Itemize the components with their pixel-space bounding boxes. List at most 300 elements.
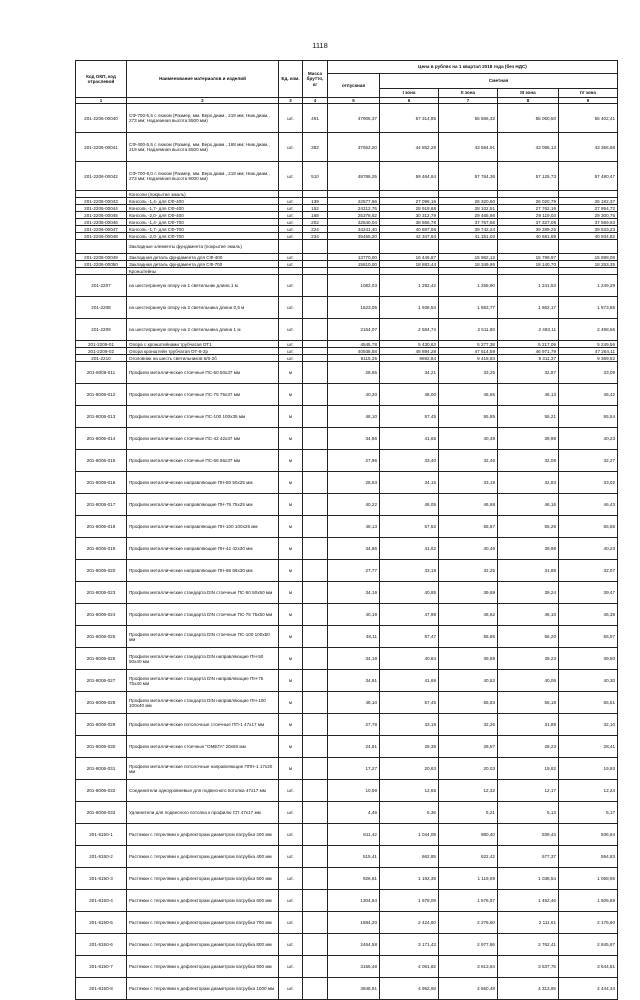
cell-code: 201-2206-00050 [76, 261, 127, 268]
cell-mass: 152 [303, 205, 328, 212]
cell-zone-1-price: 48,05 [380, 494, 439, 516]
cell-zone-1-price: 57,45 [380, 692, 439, 714]
cell-unit: шт. [279, 254, 303, 261]
cell-zone-1-price: 16 446,87 [380, 254, 439, 261]
cell-release-price: 34,86 [328, 538, 380, 560]
table-row [76, 268, 618, 275]
cell-code [76, 268, 127, 275]
cell-name: Консоль -2,0- для СФ-700 [127, 233, 279, 240]
cell-unit: м [279, 406, 303, 428]
cell-zone-2-price: 46,65 [439, 384, 498, 406]
cell-code: 201-2206-00044 [76, 205, 127, 212]
cell-release-price: 48,11 [328, 626, 380, 648]
cell-zone-2-price: 28 102,51 [439, 205, 498, 212]
cell-release-price: 1884,20 [328, 912, 380, 934]
cell-code: 201-2207 [76, 275, 127, 297]
table-row [76, 604, 618, 626]
table-row [76, 912, 618, 934]
cell-code: 201-8150-1 [76, 824, 127, 846]
table-row [76, 934, 618, 956]
cell-code [76, 240, 127, 254]
cell-unit: м [279, 560, 303, 582]
cell-release-price: 48,13 [328, 516, 380, 538]
cell-release-price: 37552,20 [328, 133, 380, 162]
cell-name: Консоль -1,7- для СФ-400 [127, 205, 279, 212]
cell-zone-3-price: 19,82 [498, 758, 559, 780]
cell-code: 201-8006-030 [76, 736, 127, 758]
cell-name: Профили металлические стоечные "ОМЕГА" 20х60 мм [127, 736, 279, 758]
cell-name: Консоли (покрытие эмаль) [127, 191, 279, 198]
page-number: 1118 [312, 41, 328, 50]
cell-zone-2-price: 33,19 [439, 472, 498, 494]
cell-zone-4-price: 32,07 [559, 560, 618, 582]
header-release-price: отпускная [328, 74, 380, 98]
cell-zone-2-price: 32,26 [439, 714, 498, 736]
cell-zone-4-price: 37 569,93 [559, 219, 618, 226]
cell-zone-2-price: 55,83 [439, 692, 498, 714]
cell-zone-3-price: 32,08 [498, 450, 559, 472]
table-row [76, 824, 618, 846]
cell-zone-2-price: 2 977,86 [439, 934, 498, 956]
cell-zone-3-price: 40,06 [498, 670, 559, 692]
cell-code: 201-8006-011 [76, 362, 127, 384]
cell-code: 201-2206-00043 [76, 198, 127, 205]
cell-zone-3-price: 3 537,76 [498, 956, 559, 978]
cell-code: 201-2206-00045 [76, 212, 127, 219]
cell-mass [303, 626, 328, 648]
cell-zone-2-price: 46,62 [439, 604, 498, 626]
cell-mass [303, 714, 328, 736]
cell-zone-1-price: 33,19 [380, 714, 439, 736]
cell-zone-2-price: 1 119,59 [439, 868, 498, 890]
cell-zone-4-price: 33,09 [559, 362, 618, 384]
cell-name: Закладная деталь фундамента для СФ-700 [127, 261, 279, 268]
cell-zone-1-price: 4 061,82 [380, 956, 439, 978]
cell-name: Профили металлические направляющие ПН-42 42х30 мм [127, 538, 279, 560]
cell-unit: м [279, 670, 303, 692]
cell-zone-3-price: 32,87 [498, 362, 559, 384]
cell-release-price: 34,86 [328, 428, 380, 450]
cell-zone-2-price: 40,46 [439, 538, 498, 560]
cell-release-price: 15810,00 [328, 261, 380, 268]
cell-zone-4-price: 55,58 [559, 516, 618, 538]
cell-release-price: 926,61 [328, 868, 380, 890]
cell-zone-4-price: 28,41 [559, 736, 618, 758]
cell-release-price: 811,42 [328, 824, 380, 846]
cell-release-price: 48786,25 [328, 162, 380, 191]
cell-release-price: 27,77 [328, 560, 380, 582]
cell-zone-3-price: 1 862,17 [498, 297, 559, 319]
table-row [76, 384, 618, 406]
cell-unit: м [279, 384, 303, 406]
cell-zone-3-price: 32,83 [498, 472, 559, 494]
cell-zone-4-price: 594,83 [559, 846, 618, 868]
cell-zone-3-price: 31,88 [498, 560, 559, 582]
column-number: 9 [559, 98, 618, 104]
cell-zone-1-price: 5,36 [380, 802, 439, 824]
table-row [76, 104, 618, 133]
cell-mass [303, 494, 328, 516]
cell-zone-2-price: 1 255,90 [439, 275, 498, 297]
cell-zone-1-price: 40,84 [380, 648, 439, 670]
table-row [76, 133, 618, 162]
cell-name: Опора с кронштейнами трубчатая ОТ1 [127, 341, 279, 348]
cell-zone-1-price: 33,19 [380, 560, 439, 582]
cell-zone-2-price [439, 191, 498, 198]
cell-zone-4-price: 40,23 [559, 428, 618, 450]
cell-zone-1-price: 57,52 [380, 516, 439, 538]
cell-zone-3-price: 46,10 [498, 604, 559, 626]
cell-name: Растяжки с тягрелями к дефлекторам диаметром патрубка 600 мм [127, 890, 279, 912]
cell-zone-1-price: 4 952,68 [380, 978, 439, 1000]
cell-code: 201-2206-00042 [76, 162, 127, 191]
cell-release-price: 28,65 [328, 362, 380, 384]
cell-code: 201-8006-020 [76, 560, 127, 582]
cell-zone-2-price: 622,42 [439, 846, 498, 868]
table-row [76, 191, 618, 198]
cell-name: Растяжки с тягрелями к дефлекторам диаметром патрубка 900 мм [127, 956, 279, 978]
cell-release-price: 27,96 [328, 450, 380, 472]
cell-mass [303, 692, 328, 714]
table-row [76, 560, 618, 582]
cell-unit: шт. [279, 275, 303, 297]
cell-zone-3-price: 2 762,41 [498, 934, 559, 956]
cell-zone-4-price: 2 845,97 [559, 934, 618, 956]
column-number: 2 [127, 98, 279, 104]
cell-mass: 382 [303, 133, 328, 162]
cell-zone-4-price: 40,23 [559, 538, 618, 560]
cell-zone-4-price: 46,38 [559, 604, 618, 626]
cell-zone-4-price: 39 533,23 [559, 226, 618, 233]
cell-zone-3-price: 1 038,54 [498, 868, 559, 890]
header-zone-3: III зона [498, 89, 559, 98]
table-row [76, 362, 618, 384]
cell-name: Профили металлические стандарта DIN направляющие ПН-50 50х40 мм [127, 648, 279, 670]
cell-zone-4-price [559, 240, 618, 254]
cell-code: 201-8150-7 [76, 956, 127, 978]
cell-zone-3-price: 55 060,50 [498, 104, 559, 133]
table-row [76, 261, 618, 268]
cell-zone-1-price: 40 897,88 [380, 226, 439, 233]
cell-zone-2-price: 55,87 [439, 516, 498, 538]
cell-mass [303, 956, 328, 978]
cell-code: 201-8006-019 [76, 538, 127, 560]
column-number: 6 [380, 98, 439, 104]
cell-unit: м [279, 494, 303, 516]
cell-name: Профили металлические направляющие ПН-66 66х30 мм [127, 560, 279, 582]
cell-unit: м [279, 692, 303, 714]
cell-zone-1-price: 2 424,60 [380, 912, 439, 934]
cell-name: СФ-400-5,5 с люком (Размер, мм. Верх.диам., 168 мм; Ниж.диам., 219 мм; Надземная высота 5500 мм) [127, 133, 279, 162]
cell-zone-1-price: 57,45 [380, 406, 439, 428]
cell-code: 201-8006-026 [76, 648, 127, 670]
cell-mass [303, 538, 328, 560]
cell-mass: 202 [303, 219, 328, 226]
cell-release-price: 27,78 [328, 714, 380, 736]
table-row [76, 226, 618, 233]
cell-zone-3-price: 2 111,61 [498, 912, 559, 934]
cell-code: 201-8006-015 [76, 450, 127, 472]
cell-code: 201-8006-012 [76, 384, 127, 406]
cell-zone-4-price [559, 268, 618, 275]
table-row [76, 428, 618, 450]
cell-unit: м [279, 362, 303, 384]
cell-mass [303, 802, 328, 824]
cell-code: 201-8006-024 [76, 604, 127, 626]
cell-unit: м [279, 626, 303, 648]
cell-zone-1-price: 1 678,09 [380, 890, 439, 912]
cell-name: СФ-700-9,0 с люком (Размер, мм. Верх.диам., 219 мм; Ниж.диам., 273 мм; Надземная высота 9000 мм) [127, 162, 279, 191]
cell-name: на шестигранную опору на 2 светильника длина 0,5 м [127, 297, 279, 319]
cell-zone-1-price: 42 347,64 [380, 233, 439, 240]
cell-mass [303, 428, 328, 450]
cell-zone-4-price: 27 954,72 [559, 205, 618, 212]
table-row [76, 162, 618, 191]
cell-zone-3-price: 55,26 [498, 516, 559, 538]
cell-mass [303, 934, 328, 956]
cell-zone-4-price: 5,17 [559, 802, 618, 824]
cell-zone-4-price: 33,02 [559, 472, 618, 494]
cell-zone-2-price: 55,85 [439, 406, 498, 428]
column-number: 4 [303, 98, 328, 104]
cell-zone-1-price: 12,65 [380, 780, 439, 802]
cell-name: Профили металлические стоечные ПС-50 50х37 мм [127, 362, 279, 384]
cell-release-price: 48,10 [328, 406, 380, 428]
cell-unit: м [279, 604, 303, 626]
cell-zone-4-price: 18 253,35 [559, 261, 618, 268]
cell-mass: 224 [303, 226, 328, 233]
cell-zone-1-price: 59 464,64 [380, 162, 439, 191]
cell-zone-4-price: 55,57 [559, 626, 618, 648]
table-row [76, 348, 618, 355]
cell-zone-3-price: 39,23 [498, 648, 559, 670]
table-header [76, 61, 618, 104]
cell-zone-1-price: 5 430,63 [380, 341, 439, 348]
cell-unit: шт. [279, 226, 303, 233]
table-row [76, 626, 618, 648]
cell-zone-3-price: 15 799,97 [498, 254, 559, 261]
cell-unit [279, 268, 303, 275]
cell-zone-2-price: 20,03 [439, 758, 498, 780]
cell-zone-3-price: 46,16 [498, 494, 559, 516]
cell-release-price: 24,61 [328, 736, 380, 758]
cell-zone-1-price: 28 919,68 [380, 205, 439, 212]
cell-name: на шестигранную опору на 1 светильник длина 1 м [127, 275, 279, 297]
cell-unit: шт. [279, 212, 303, 219]
table-row [76, 198, 618, 205]
cell-code: 201-2206-00047 [76, 226, 127, 233]
cell-mass [303, 261, 328, 268]
cell-code: 201-2209 [76, 319, 127, 341]
cell-name: Растяжки с тягрелями к дефлекторам диаметром патрубка 700 мм [127, 912, 279, 934]
cell-name: Растяжки с тягрелями к дефлекторам диаметром патрубка 200 мм [127, 824, 279, 846]
cell-mass [303, 450, 328, 472]
cell-code: 201-8150-4 [76, 890, 127, 912]
cell-mass [303, 846, 328, 868]
cell-zone-4-price: 4 444,34 [559, 978, 618, 1000]
header-mass: Масса брутто, кг [303, 61, 328, 98]
cell-zone-2-price: 18 349,86 [439, 261, 498, 268]
cell-zone-2-price: 29 465,86 [439, 212, 498, 219]
cell-zone-1-price: 34,21 [380, 362, 439, 384]
table-row [76, 736, 618, 758]
cell-name: Кронштейны [127, 268, 279, 275]
cell-release-price: 32540,04 [328, 219, 380, 226]
cell-name: Профили металлические стоечные ПС-100 100х35 мм [127, 406, 279, 428]
cell-code [76, 191, 127, 198]
cell-zone-3-price: 12,17 [498, 780, 559, 802]
table-row [76, 319, 618, 341]
cell-code: 201-8006-027 [76, 670, 127, 692]
cell-unit: шт. [279, 868, 303, 890]
cell-zone-1-price: 38 866,78 [380, 219, 439, 226]
cell-zone-3-price: 39 289,25 [498, 226, 559, 233]
table-row [76, 240, 618, 254]
cell-mass: 510 [303, 162, 328, 191]
cell-release-price: 28,63 [328, 472, 380, 494]
cell-zone-4-price: 3 644,81 [559, 956, 618, 978]
cell-zone-1-price: 1 292,42 [380, 275, 439, 297]
header-code: Код ОКП, код отраслевой [76, 61, 127, 98]
cell-zone-2-price: 43 584,91 [439, 133, 498, 162]
cell-zone-3-price: 55,21 [498, 406, 559, 428]
cell-zone-2-price: 26 320,60 [439, 198, 498, 205]
cell-unit: шт. [279, 802, 303, 824]
cell-zone-4-price: 12,24 [559, 780, 618, 802]
table-row [76, 692, 618, 714]
cell-mass [303, 341, 328, 348]
cell-zone-3-price [498, 240, 559, 254]
cell-mass [303, 240, 328, 254]
cell-mass [303, 268, 328, 275]
cell-release-price: 13770,00 [328, 254, 380, 261]
cell-zone-1-price: 18 883,44 [380, 261, 439, 268]
cell-zone-2-price: 9 418,93 [439, 355, 498, 362]
cell-name: Профили металлические стандарта DIN стоечные ПС-75 75х50 мм [127, 604, 279, 626]
cell-name: Консоль -1,4- для СФ-700 [127, 219, 279, 226]
cell-zone-1-price: 30 312,79 [380, 212, 439, 219]
cell-zone-3-price: 18 140,70 [498, 261, 559, 268]
cell-release-price: 34,19 [328, 648, 380, 670]
cell-name: Профили металлические стоечные ПС-66 66х37 мм [127, 450, 279, 472]
cell-unit: шт. [279, 824, 303, 846]
cell-code: 201-8006-018 [76, 516, 127, 538]
cell-unit: шт. [279, 355, 303, 362]
cell-mass [303, 254, 328, 261]
cell-zone-3-price: 31,89 [498, 714, 559, 736]
cell-unit: шт. [279, 890, 303, 912]
cell-name: Консоль -2,0- для СФ-400 [127, 212, 279, 219]
cell-name: Профили металлические направляющие ПН-100 100х25 мм [127, 516, 279, 538]
cell-zone-3-price: 9 311,37 [498, 355, 559, 362]
cell-code: 201-8006-014 [76, 428, 127, 450]
cell-unit: шт. [279, 297, 303, 319]
cell-release-price: 35455,20 [328, 233, 380, 240]
cell-mass: 491 [303, 104, 328, 133]
cell-zone-3-price: 26 020,79 [498, 198, 559, 205]
cell-zone-4-price: 39,50 [559, 648, 618, 670]
cell-zone-1-price: 41,65 [380, 428, 439, 450]
cell-unit: шт. [279, 261, 303, 268]
cell-code: 201-2210 [76, 355, 127, 362]
cell-zone-1-price: 41,62 [380, 538, 439, 560]
cell-zone-2-price: 15 982,12 [439, 254, 498, 261]
table-row [76, 275, 618, 297]
table-row [76, 341, 618, 348]
table-row [76, 582, 618, 604]
table-row [76, 472, 618, 494]
cell-unit: шт. [279, 341, 303, 348]
cell-code: 201-8006-031 [76, 758, 127, 780]
cell-zone-4-price: 19,93 [559, 758, 618, 780]
cell-zone-2-price: 41 151,03 [439, 233, 498, 240]
cell-zone-3-price: 4 313,85 [498, 978, 559, 1000]
cell-zone-3-price: 577,37 [498, 846, 559, 868]
cell-zone-1-price [380, 268, 439, 275]
cell-zone-2-price: 47 514,59 [439, 348, 498, 355]
cell-zone-3-price: 55,18 [498, 692, 559, 714]
cell-zone-2-price: 39,69 [439, 648, 498, 670]
cell-unit: шт. [279, 162, 303, 191]
cell-code: 201-8006-029 [76, 714, 127, 736]
cell-zone-4-price: 32,27 [559, 450, 618, 472]
cell-code: 201-8006-023 [76, 582, 127, 604]
cell-unit: шт. [279, 780, 303, 802]
cell-zone-2-price: 1 576,57 [439, 890, 498, 912]
cell-mass [303, 670, 328, 692]
cell-name: СФ-700-5,5 с люком (Размер, мм. Верх.диам., 219 мм; Ниж.диам., 273 мм; Надземная высота 5500 мм) [127, 104, 279, 133]
cell-zone-1-price: 40,85 [380, 582, 439, 604]
cell-zone-3-price: 46,13 [498, 384, 559, 406]
cell-unit: шт. [279, 956, 303, 978]
table-row [76, 406, 618, 428]
cell-name: Растяжки с тягрелями к дефлекторам диаметром патрубка 800 мм [127, 934, 279, 956]
cell-unit: м [279, 516, 303, 538]
cell-zone-2-price: 28,57 [439, 736, 498, 758]
cell-code: 201-2208 [76, 297, 127, 319]
cell-unit: шт. [279, 198, 303, 205]
cell-zone-1-price: 9692,84 [380, 355, 439, 362]
cell-release-price: 3848,91 [328, 978, 380, 1000]
cell-code: 201-8006-013 [76, 406, 127, 428]
cell-mass [303, 736, 328, 758]
cell-mass [303, 384, 328, 406]
cell-zone-1-price: 662,85 [380, 846, 439, 868]
cell-zone-3-price: 2 483,11 [498, 319, 559, 341]
table-row [76, 297, 618, 319]
cell-unit: шт. [279, 205, 303, 212]
cell-zone-4-price: 2 498,56 [559, 319, 618, 341]
cell-mass: 168 [303, 212, 328, 219]
table-row [76, 254, 618, 261]
cell-release-price: 10,59 [328, 780, 380, 802]
cell-release-price: 2464,58 [328, 934, 380, 956]
cell-zone-2-price: 12,32 [439, 780, 498, 802]
column-number: 7 [439, 98, 498, 104]
cell-zone-1-price: 1 044,09 [380, 824, 439, 846]
header-unit: Ед. изм. [279, 61, 303, 98]
cell-zone-4-price: 46,42 [559, 384, 618, 406]
cell-name: Растяжки с тягрелями к дефлекторам диаметром патрубка 1000 мм [127, 978, 279, 1000]
cell-zone-3-price [498, 191, 559, 198]
header-name: Наименование материалов и изделий [127, 61, 279, 98]
cell-release-price: 8115,25 [328, 355, 380, 362]
cell-mass [303, 348, 328, 355]
cell-unit: м [279, 428, 303, 450]
cell-zone-2-price: 980,40 [439, 824, 498, 846]
cell-zone-3-price: 55,20 [498, 626, 559, 648]
cell-name: Профили металлические стандарта DIN направляющие ПН-100 100х40 мм [127, 692, 279, 714]
